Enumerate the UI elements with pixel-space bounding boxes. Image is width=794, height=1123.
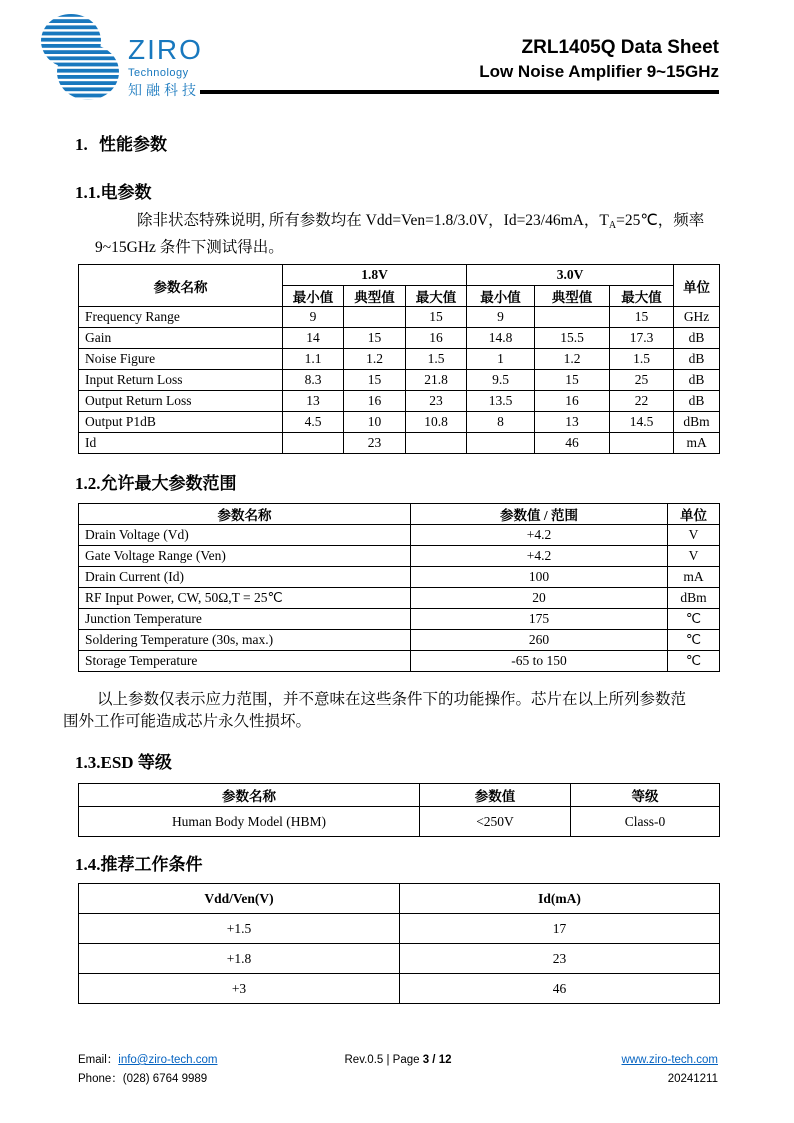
param-name-cell: Input Return Loss (79, 370, 283, 391)
value-cell: 16 (344, 391, 406, 412)
footer-date: 20241211 (667, 1073, 718, 1085)
value-cell: 260 (411, 630, 668, 651)
value-cell: 16 (535, 391, 610, 412)
value-cell: <250V (420, 807, 571, 837)
param-name-cell: Id (79, 433, 283, 454)
value-cell: 17 (400, 914, 720, 944)
section-title: 允许最大参数范围 (100, 474, 237, 493)
table-row (79, 433, 720, 454)
value-cell: +4.2 (411, 525, 668, 546)
document-titles (479, 36, 719, 84)
table-row (79, 914, 720, 944)
table-header-row (79, 265, 720, 286)
table-row (79, 630, 720, 651)
table-row (79, 307, 720, 328)
value-cell: 9.5 (467, 370, 535, 391)
subscript-A: A (608, 220, 617, 231)
value-cell: 15 (610, 307, 674, 328)
unit-cell: dB (674, 349, 720, 370)
value-cell: +1.8 (79, 944, 400, 974)
value-cell: 1.2 (535, 349, 610, 370)
value-cell: 1 (467, 349, 535, 370)
brand-chinese-name: 知融科技 (128, 82, 200, 98)
table-row (79, 567, 720, 588)
column-header-grade: 等级 (571, 784, 720, 807)
value-cell: -65 to 150 (411, 651, 668, 672)
subheader-max: 最大值 (406, 286, 467, 307)
value-cell: 46 (400, 974, 720, 1004)
value-cell: 23 (400, 944, 720, 974)
table-row (79, 391, 720, 412)
brand-subtitle: Technology (128, 67, 189, 79)
unit-cell: dB (674, 391, 720, 412)
footer-site-date (622, 1051, 719, 1089)
table-row (79, 412, 720, 433)
value-cell: 15 (535, 370, 610, 391)
grade-cell: Class-0 (571, 807, 720, 837)
value-cell: 14.5 (610, 412, 674, 433)
section-title: 性能参数 (99, 135, 167, 154)
param-name-cell: Output P1dB (79, 412, 283, 433)
table-row (79, 944, 720, 974)
value-cell: 15 (344, 370, 406, 391)
param-name-cell: Noise Figure (79, 349, 283, 370)
param-name-cell: RF Input Power, CW, 50Ω,T = 25℃ (79, 588, 411, 609)
section-number: 1.4. (75, 855, 101, 874)
value-cell: 13 (535, 412, 610, 433)
table-row (79, 328, 720, 349)
section-number: 1.3. (75, 753, 101, 772)
page-number: 3 / 12 (422, 1054, 452, 1066)
value-cell (467, 433, 535, 454)
value-cell: 20 (411, 588, 668, 609)
unit-cell: dBm (674, 412, 720, 433)
value-cell: 25 (610, 370, 674, 391)
phone-label: Phone： (78, 1073, 123, 1085)
section-heading-1-2 (75, 469, 719, 494)
footer-website-link[interactable]: www.ziro-tech.com (621, 1054, 718, 1066)
unit-cell: ℃ (668, 609, 720, 630)
revision-text: Rev.0.5 | Page (344, 1054, 423, 1066)
intro-line-2: 9~15GHz 条件下测试得出。 (95, 239, 284, 256)
brand-text (128, 36, 203, 97)
subheader-typ: 典型值 (535, 286, 610, 307)
absolute-maximum-table (78, 503, 720, 672)
table-row (79, 588, 720, 609)
value-cell: 10.8 (406, 412, 467, 433)
unit-cell: dB (674, 370, 720, 391)
value-cell: 1.1 (283, 349, 344, 370)
section-title: 电参数 (100, 183, 152, 202)
column-header-param: 参数名称 (79, 265, 283, 307)
value-cell: 4.5 (283, 412, 344, 433)
subheader-min: 最小值 (283, 286, 344, 307)
value-cell: 1.5 (610, 349, 674, 370)
unit-cell: dBm (668, 588, 720, 609)
page-title: ZRL1405Q Data Sheet (521, 37, 719, 58)
footer-phone-number: (028) 6764 9989 (122, 1073, 208, 1085)
intro-paragraph (63, 210, 719, 259)
value-cell (344, 307, 406, 328)
param-name-cell: Drain Voltage (Vd) (79, 525, 411, 546)
value-cell (610, 433, 674, 454)
value-cell: 1.2 (344, 349, 406, 370)
recommended-operating-table (78, 883, 720, 1004)
value-cell: 8 (467, 412, 535, 433)
unit-cell: ℃ (668, 651, 720, 672)
param-name-cell: Drain Current (Id) (79, 567, 411, 588)
stress-note-line-1: 以上参数仅表示应力范围，并不意味在这些条件下的功能操作。芯片在以上所列参数范 (97, 691, 687, 708)
param-name-cell: Storage Temperature (79, 651, 411, 672)
value-cell: 22 (610, 391, 674, 412)
value-cell (283, 433, 344, 454)
table-header-row (79, 504, 720, 525)
section-number: 1. (75, 135, 88, 154)
unit-cell: V (668, 525, 720, 546)
value-cell: 14.8 (467, 328, 535, 349)
value-cell: 14 (283, 328, 344, 349)
param-name-cell: Soldering Temperature (30s, max.) (79, 630, 411, 651)
intro-line-1: 除非状态特殊说明, 所有参数均在 Vdd=Ven=1.8/3.0V，Id=23/46mA，$T_A=25℃$，频率 (137, 212, 705, 231)
unit-cell: dB (674, 328, 720, 349)
value-cell: 15 (406, 307, 467, 328)
column-header-unit: 单位 (674, 265, 720, 307)
brand-name: ZIRO (128, 34, 203, 65)
header-divider (200, 90, 719, 94)
column-header-value: 参数值 / 范围 (411, 504, 668, 525)
esd-rating-table (78, 783, 720, 837)
value-cell: 9 (283, 307, 344, 328)
param-name-cell: Frequency Range (79, 307, 283, 328)
column-header-param: 参数名称 (79, 504, 411, 525)
value-cell: 9 (467, 307, 535, 328)
param-name-cell: Junction Temperature (79, 609, 411, 630)
column-header-unit: 单位 (668, 504, 720, 525)
table-row (79, 349, 720, 370)
section-number: 1.1. (75, 183, 101, 202)
electrical-parameters-table (78, 264, 720, 454)
page-subtitle: Low Noise Amplifier 9~15GHz (479, 62, 719, 81)
value-cell: 46 (535, 433, 610, 454)
value-cell (406, 433, 467, 454)
param-name-cell: Output Return Loss (79, 391, 283, 412)
value-cell: +3 (79, 974, 400, 1004)
value-cell: 13.5 (467, 391, 535, 412)
footer-contact (78, 1051, 218, 1089)
value-cell: 16 (406, 328, 467, 349)
stress-note-line-2: 围外工作可能造成芯片永久性损坏。 (63, 713, 312, 730)
unit-cell: mA (668, 567, 720, 588)
value-cell: 23 (344, 433, 406, 454)
subheader-typ: 典型值 (344, 286, 406, 307)
table-row (79, 651, 720, 672)
value-cell: 23 (406, 391, 467, 412)
column-group-1v8: 1.8V (283, 265, 467, 286)
value-cell: 10 (344, 412, 406, 433)
stress-note-paragraph (63, 689, 719, 733)
value-cell: 1.5 (406, 349, 467, 370)
column-header-vdd: Vdd/Ven(V) (79, 884, 400, 914)
table-row (79, 974, 720, 1004)
column-header-param: 参数名称 (79, 784, 420, 807)
footer-email-row (78, 1051, 218, 1070)
param-name-cell: Human Body Model (HBM) (79, 807, 420, 837)
section-heading-1-1 (75, 178, 719, 203)
value-cell (535, 307, 610, 328)
value-cell: 175 (411, 609, 668, 630)
column-group-3v0: 3.0V (467, 265, 674, 286)
section-title: 推荐工作条件 (100, 855, 203, 874)
footer-revision-page (345, 1051, 452, 1070)
table-row (79, 370, 720, 391)
table-row (79, 609, 720, 630)
ziro-logo-icon (35, 13, 125, 103)
document-body (63, 118, 719, 1004)
table-row (79, 546, 720, 567)
column-header-value: 参数值 (420, 784, 571, 807)
unit-cell: GHz (674, 307, 720, 328)
section-title: ESD 等级 (100, 753, 172, 772)
unit-cell: mA (674, 433, 720, 454)
value-cell: 15 (344, 328, 406, 349)
value-cell: 100 (411, 567, 668, 588)
value-cell: 8.3 (283, 370, 344, 391)
value-cell: 17.3 (610, 328, 674, 349)
value-cell: +1.5 (79, 914, 400, 944)
section-heading-1-4 (75, 850, 719, 875)
value-cell: 15.5 (535, 328, 610, 349)
subheader-max: 最大值 (610, 286, 674, 307)
param-name-cell: Gain (79, 328, 283, 349)
table-row (79, 525, 720, 546)
param-name-cell: Gate Voltage Range (Ven) (79, 546, 411, 567)
value-cell: 21.8 (406, 370, 467, 391)
footer-email-link[interactable]: info@ziro-tech.com (118, 1054, 218, 1066)
table-header-row (79, 884, 720, 914)
email-label: Email： (78, 1054, 119, 1066)
section-heading-1-3 (75, 748, 719, 773)
table-header-row (79, 784, 720, 807)
footer-phone-row (78, 1070, 218, 1089)
section-heading-1 (75, 130, 719, 155)
unit-cell: ℃ (668, 630, 720, 651)
subheader-min: 最小值 (467, 286, 535, 307)
section-number: 1.2. (75, 474, 101, 493)
table-row (79, 807, 720, 837)
column-header-id: Id(mA) (400, 884, 720, 914)
unit-cell: V (668, 546, 720, 567)
value-cell: 13 (283, 391, 344, 412)
value-cell: +4.2 (411, 546, 668, 567)
